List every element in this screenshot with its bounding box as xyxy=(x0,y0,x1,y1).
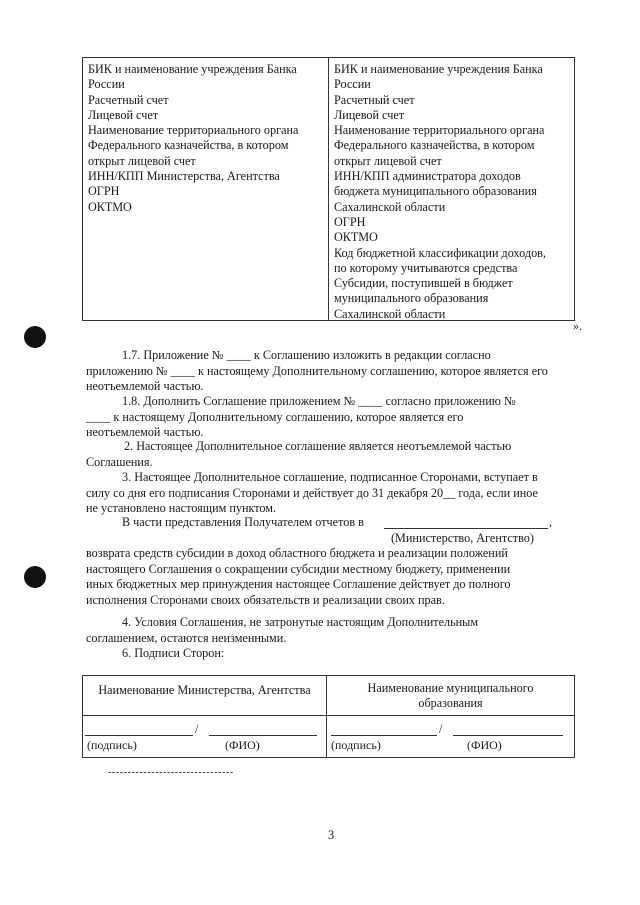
name-line xyxy=(209,735,317,736)
paragraph-line: иных бюджетных мер принуждения настоящее Соглашение действует до полного xyxy=(86,577,511,591)
signature-table xyxy=(82,675,575,758)
bank-right-line: Сахалинской области xyxy=(334,199,446,214)
paragraph-6: 6. Подписи Сторон: xyxy=(122,646,225,660)
bank-left-line: открыт лицевой счет xyxy=(88,153,196,168)
bank-right-line: Код бюджетной классификации доходов, xyxy=(334,245,546,260)
paragraph-line: 2. Настоящее Дополнительное соглашение является неотъемлемой частью xyxy=(124,439,512,453)
binder-hole-top xyxy=(24,326,46,348)
bank-left-line: БИК и наименование учреждения Банка xyxy=(88,62,297,76)
paragraph-line: возврата средств субсидии в доход областного бюджета и реализации положений xyxy=(86,546,508,560)
bank-right-line: муниципального образования xyxy=(334,291,489,306)
signature-line xyxy=(85,735,193,736)
bank-left-line: Лицевой счет xyxy=(88,107,159,122)
bank-left-line: Расчетный счет xyxy=(88,92,169,107)
bank-right-line: Субсидии, поступившей в бюджет xyxy=(334,276,513,291)
closing-quote: ». xyxy=(573,319,583,333)
ministry-blank-line xyxy=(384,528,548,529)
bank-left-line: ОГРН xyxy=(88,184,120,199)
bank-right-line: Федерального казначейства, в котором xyxy=(334,138,535,153)
signature-label: (подпись) xyxy=(331,738,381,752)
bank-right-line: России xyxy=(334,77,371,92)
paragraph-line: 1.8. Дополнить Соглашение приложением № ____ согласно приложению № xyxy=(122,394,516,408)
paragraph-line: настоящего Соглашения о сокращении субсидии местному бюджету, применении xyxy=(86,561,511,576)
bank-right-line: бюджета муниципального образования xyxy=(334,184,537,199)
signature-label: (подпись) xyxy=(87,738,137,752)
paragraph-part-rest xyxy=(86,546,587,608)
paragraph-line: исполнения Сторонами своих обязательств и реализации своих прав. xyxy=(86,592,445,607)
bank-right-line: БИК и наименование учреждения Банка xyxy=(334,62,543,76)
signature-line xyxy=(331,735,437,736)
paragraph-4 xyxy=(86,615,587,646)
bank-right-line: Расчетный счет xyxy=(334,92,415,107)
paragraph-line: 1.7. Приложение № ____ к Соглашению изложить в редакции согласно xyxy=(122,348,491,362)
slash: / xyxy=(195,722,199,736)
municipality-header xyxy=(327,676,574,716)
paragraph-2 xyxy=(86,439,587,470)
slash: / xyxy=(439,722,443,736)
paragraph-line: 3. Настоящее Дополнительное соглашение, подписанное Сторонами, вступает в xyxy=(122,470,538,484)
bank-details-left xyxy=(83,58,329,320)
bank-right-line: Наименование территориального органа xyxy=(334,123,545,138)
name-label: (ФИО) xyxy=(467,738,502,752)
binder-hole-bottom xyxy=(24,566,46,588)
bank-right-line: открыт лицевой счет xyxy=(334,153,442,168)
bank-right-line: ОГРН xyxy=(334,214,366,229)
name-label: (ФИО) xyxy=(225,738,260,752)
bank-right-line: Лицевой счет xyxy=(334,107,405,122)
bank-left-line: ОКТМО xyxy=(88,199,132,214)
paragraph-3 xyxy=(86,470,587,517)
bank-right-line: Сахалинской области xyxy=(334,306,446,321)
ministry-header: Наименование Министерства, Агентства xyxy=(83,676,326,716)
part-comma: , xyxy=(549,515,553,529)
paragraph-line: ____ к настоящему Дополнительному соглашению, которое является его xyxy=(86,409,464,424)
paragraph-line: 4. Условия Соглашения, не затронутые настоящим Дополнительным xyxy=(122,615,479,629)
bank-right-line: ОКТМО xyxy=(334,230,378,245)
ministry-hint: (Министерство, Агентство) xyxy=(391,531,534,545)
municipality-header-line: Наименование муниципального xyxy=(367,681,534,695)
paragraph-line: Соглашения. xyxy=(86,454,153,469)
paragraph-line: неотъемлемой частью. xyxy=(86,379,204,393)
bank-right-line: по которому учитываются средства xyxy=(334,260,518,275)
bank-details-right xyxy=(329,58,574,320)
bank-left-line: России xyxy=(88,77,125,92)
bank-left-line: Наименование территориального органа xyxy=(88,123,299,138)
bank-right-line: ИНН/КПП администратора доходов xyxy=(334,169,521,184)
footnote-separator: -------------------------------- xyxy=(108,767,234,778)
signature-cell-ministry xyxy=(83,676,327,757)
paragraph-line: приложению № ____ к настоящему Дополнительному соглашению, которое является его xyxy=(86,363,548,378)
signature-cell-municipality xyxy=(327,676,574,757)
municipality-header-line: образования xyxy=(418,696,483,710)
bank-left-line: ИНН/КПП Министерства, Агентства xyxy=(88,169,280,184)
paragraph-1-7 xyxy=(86,348,587,395)
paragraph-line: силу со дня его подписания Сторонами и действует до 31 декабря 20__ года, если иное xyxy=(86,485,538,500)
paragraph-line: соглашением, остаются неизменными. xyxy=(86,630,287,645)
paragraph-line: не установлено настоящим пунктом. xyxy=(86,501,277,515)
paragraph-line: неотъемлемой частью. xyxy=(86,425,204,439)
part-intro: В части представления Получателем отчетов в xyxy=(122,515,364,529)
name-line xyxy=(453,735,563,736)
bank-details-table xyxy=(82,57,575,321)
paragraph-1-8 xyxy=(86,394,587,441)
page-number: 3 xyxy=(328,828,335,842)
bank-left-line: Федерального казначейства, в котором xyxy=(88,138,289,153)
